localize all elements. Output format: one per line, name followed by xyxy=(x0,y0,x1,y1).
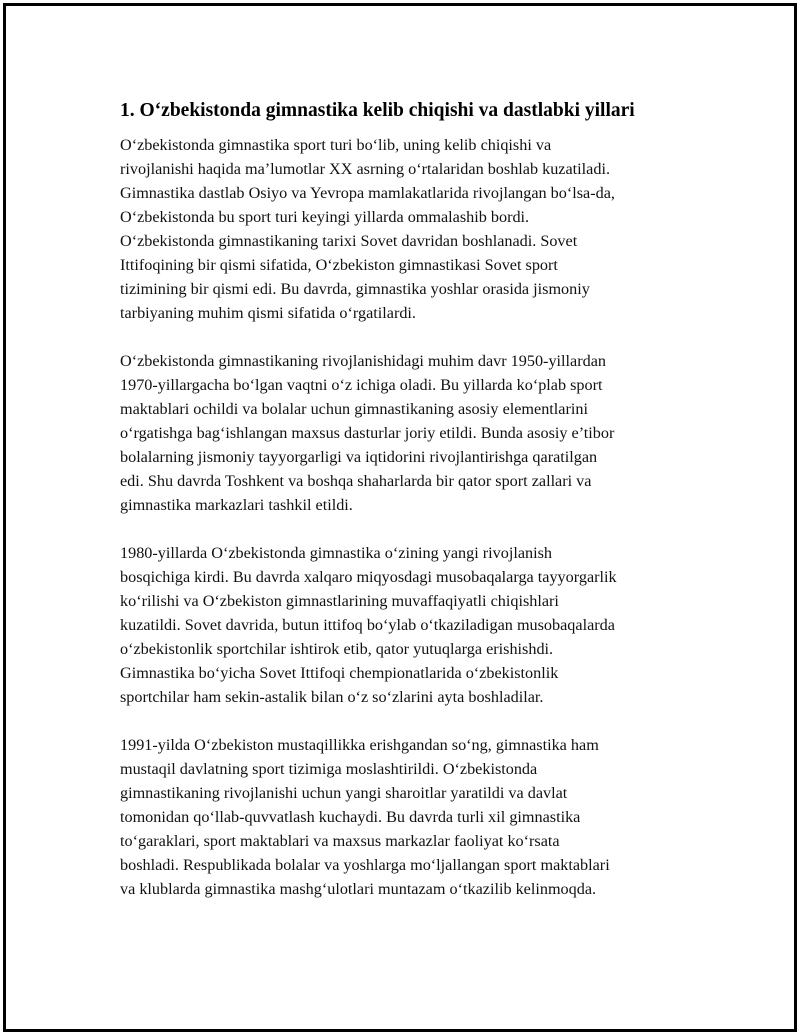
text-line: va klublarda gimnastika mashg‘ulotlari muntazam o‘tkazilib kelinmoqda. xyxy=(120,880,597,898)
paragraph-3 xyxy=(120,541,700,709)
text-line: gimnastikaning rivojlanishi uchun yangi sharoitlar yaratildi va davlat xyxy=(120,784,568,802)
text-line: tarbiyaning muhim qismi sifatida o‘rgatilardi. xyxy=(120,304,416,322)
text-line: boshladi. Respublikada bolalar va yoshlarga mo‘ljallangan sport maktablari xyxy=(120,856,610,874)
text-line: 1991-yilda O‘zbekiston mustaqillikka erishgandan so‘ng, gimnastika ham xyxy=(120,736,599,754)
paragraph-2 xyxy=(120,349,700,517)
text-line: 1980-yillarda O‘zbekistonda gimnastika o‘zining yangi rivojlanish xyxy=(120,544,553,562)
text-line: Gimnastika dastlab Osiyo va Yevropa mamlakatlarida rivojlangan bo‘lsa-da, xyxy=(120,184,615,202)
text-line: O‘zbekistonda bu sport turi keyingi yillarda ommalashib bordi. xyxy=(120,208,530,226)
text-line: O‘zbekistonda gimnastika sport turi bo‘lib, uning kelib chiqishi va xyxy=(120,136,552,154)
paragraph-1 xyxy=(120,133,700,325)
text-line: rivojlanishi haqida ma’lumotlar XX asrning o‘rtalaridan boshlab kuzatiladi. xyxy=(120,160,610,178)
text-line: bolalarning jismoniy tayyorgarligi va iqtidorini rivojlantirishga qaratilgan xyxy=(120,448,598,466)
text-line: ko‘rilishi va O‘zbekiston gimnastlarining muvaffaqiyatli chiqishlari xyxy=(120,592,559,610)
text-line: o‘zbekistonlik sportchilar ishtirok etib, qator yutuqlarga erishishdi. xyxy=(120,640,554,658)
text-line: O‘zbekistonda gimnastikaning tarixi Sovet davridan boshlanadi. Sovet xyxy=(120,232,578,250)
text-line: to‘garaklari, sport maktablari va maxsus markazlar faoliyat ko‘rsata xyxy=(120,832,560,850)
text-line: 1970-yillargacha bo‘lgan vaqtni o‘z ichiga oladi. Bu yillarda ko‘plab sport xyxy=(120,376,603,394)
text-line: mustaqil davlatning sport tizimiga moslashtirildi. O‘zbekistonda xyxy=(120,760,538,778)
text-line: o‘rgatishga bag‘ishlangan maxsus dasturlar joriy etildi. Bunda asosiy e’tibor xyxy=(120,424,615,442)
text-line: tomonidan qo‘llab-quvvatlash kuchaydi. Bu davrda turli xil gimnastika xyxy=(120,808,581,826)
document-body xyxy=(120,98,700,925)
text-line: gimnastika markazlari tashkil etildi. xyxy=(120,496,353,514)
paragraph-4 xyxy=(120,733,700,901)
page-frame xyxy=(3,3,797,1032)
section-heading: 1. O‘zbekistonda gimnastika kelib chiqishi va dastlabki yillari xyxy=(120,100,635,121)
text-line: sportchilar ham sekin-astalik bilan o‘z so‘zlarini ayta boshladilar. xyxy=(120,688,544,706)
text-line: Ittifoqining bir qismi sifatida, O‘zbekiston gimnastikasi Sovet sport xyxy=(120,256,558,274)
text-line: kuzatildi. Sovet davrida, butun ittifoq bo‘ylab o‘tkaziladigan musobaqalarda xyxy=(120,616,615,634)
text-line: O‘zbekistonda gimnastikaning rivojlanishidagi muhim davr 1950-yillardan xyxy=(120,352,606,370)
text-line: maktablari ochildi va bolalar uchun gimnastikaning asosiy elementlarini xyxy=(120,400,588,418)
text-line: bosqichiga kirdi. Bu davrda xalqaro miqyosdagi musobaqalarga tayyorgarlik xyxy=(120,568,617,586)
text-line: Gimnastika bo‘yicha Sovet Ittifoqi chempionatlarida o‘zbekistonlik xyxy=(120,664,559,682)
text-line: edi. Shu davrda Toshkent va boshqa shaharlarda bir qator sport zallari va xyxy=(120,472,592,490)
text-line: tizimining bir qismi edi. Bu davrda, gimnastika yoshlar orasida jismoniy xyxy=(120,280,590,298)
